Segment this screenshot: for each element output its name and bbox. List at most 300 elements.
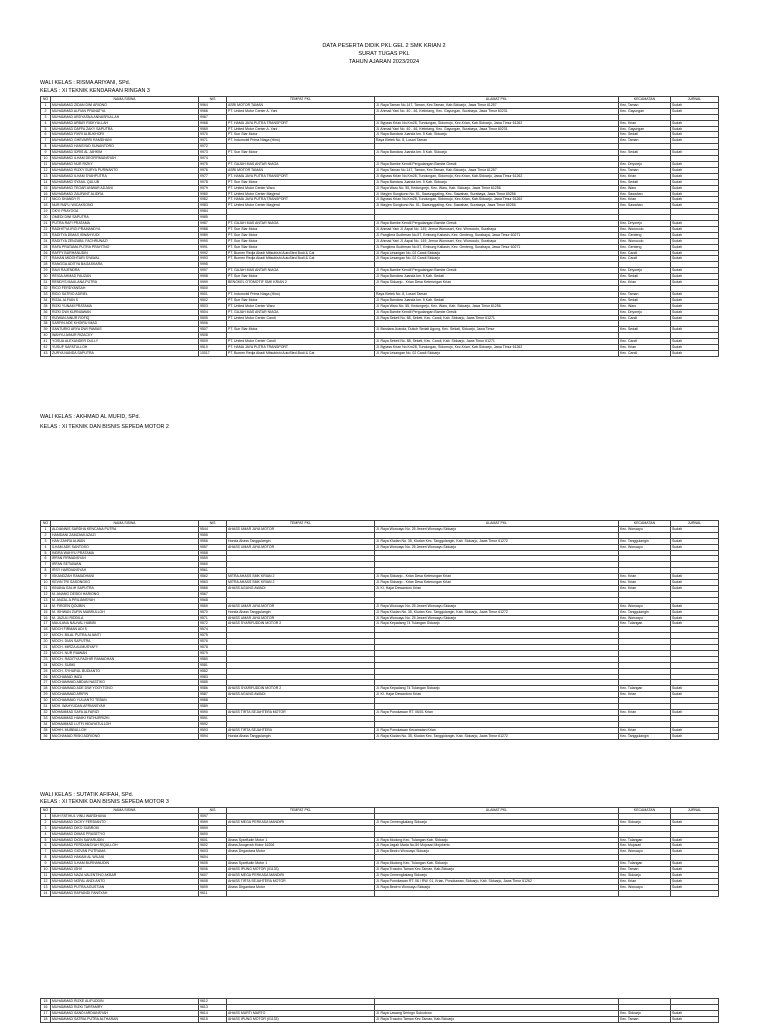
cell-nama-siswa: REIGA AHMAD FAUZAN (51, 274, 199, 280)
cell-nama-siswa: MOCH. BILAL PUTRA ALIANTI (51, 633, 199, 639)
cell-no: 1 (41, 813, 51, 819)
cell-nama-siswa: RAHAN MIDOHTARI SYAWAL (51, 256, 199, 262)
cell-alamat-pkl: Jl. Raya Trosobo Taman Kec.Taman, Kab.Sidoarjo (375, 867, 619, 873)
cell-jurnal: Sudah (671, 872, 719, 878)
cell-jurnal: Sudah (671, 138, 719, 144)
cell-alamat-pkl: Jl. Raya Taman No.147, Taman, Kec.Taman, Kab.Sidoarjo, Jawa Timur 61257 (375, 102, 619, 108)
cell-no: 7 (41, 849, 51, 855)
cell-nis: 9557 (199, 544, 227, 550)
column-header-nama-siswa: NAMA SISWA (51, 97, 199, 103)
cell-no: 21 (41, 221, 51, 227)
cell-nama-siswa: RIZAL ALFIAN S (51, 297, 199, 303)
cell-nis: 9563 (199, 580, 227, 586)
column-header-no: NO (41, 521, 51, 527)
cell-no: 4 (41, 544, 51, 550)
doc-subtitle: SURAT TUGAS PKL (358, 51, 410, 57)
cell-nis: 9568 (199, 597, 227, 603)
cell-jurnal: Sudah (671, 878, 719, 884)
cell-jurnal: Sudah (671, 861, 719, 867)
cell-no: 7 (41, 138, 51, 144)
cell-alamat-pkl: Jl. Bandara Juanda, Dukuh Sedati Agung, Kec. Sedati, Sidoarjo, Jawa Timur (375, 327, 619, 333)
cell-kecamatan: Kec. Sedati (619, 132, 671, 138)
cell-jurnal: Sudah (671, 574, 719, 580)
cell-tempat-pkl: Honda Ahass Tanggulangin (227, 538, 375, 544)
cell-nama-siswa: MUHAMMAD ILHAM SYAHPUTRA (51, 173, 199, 179)
cell-tempat-pkl: PT. Sun Star Motor (227, 132, 375, 138)
cell-kecamatan: Kec. Taman (619, 102, 671, 108)
cell-jurnal: Sudah (671, 843, 719, 849)
cell-no: 11 (41, 872, 51, 878)
cell-alamat-pkl: Jl. Bypass Krian No.Km28, Tundungan, Sidomojo, Kec.Krian, Kab.Sidoarjo, Jawa Timur 61262 (375, 345, 619, 351)
cell-alamat-pkl: Jl. Raya Cemengkalang Sidoarjo (375, 872, 619, 878)
cell-kecamatan: Kec. Wonoayu (619, 526, 671, 532)
cell-kecamatan: Kec. Candi (619, 250, 671, 256)
cell-nis: 9586 (199, 686, 227, 692)
student-table-3-continued (40, 998, 719, 1023)
cell-nis: 9600 (199, 831, 227, 837)
column-header-nis: NIS (199, 97, 227, 103)
cell-kecamatan: Kec. Tulangan (619, 861, 671, 867)
cell-alamat-pkl: Jl. Raya Bandara Juanda km. 5 Kab. Sidoarjo (375, 132, 619, 138)
cell-nis: 9997 (199, 268, 227, 274)
cell-jurnal: Sudah (671, 244, 719, 250)
cell-no: 6 (41, 556, 51, 562)
cell-alamat-pkl: Jl. Raya Jagah Mada No.50 Mojosari Mojokerto (375, 843, 619, 849)
cell-kecamatan: Kec. Sidoarjo (619, 819, 671, 825)
cell-kecamatan: Kec. Tulangan (619, 686, 671, 692)
cell-alamat-pkl: Jl. Raya Bandara Juanda km. 5 Kab. Sidoarjo (375, 150, 619, 156)
cell-nis: 9582 (199, 668, 227, 674)
column-header-kecamatan: KECAMATAN (619, 97, 671, 103)
cell-kecamatan: Kec. Sedati (619, 327, 671, 333)
cell-no: 31 (41, 280, 51, 286)
cell-kecamatan: Kec. Wonocolo (619, 238, 671, 244)
cell-alamat-pkl: Jl. Panglima Sudirman No.57, Embong Kaliasin, Kec. Genteng, Surabaya, Jawa Timur 60271 (375, 244, 619, 250)
cell-jurnal: Sudah (671, 339, 719, 345)
cell-alamat-pkl: Jl. Raya Waru No. 55, Kedungrejo, Kec. Waru, Kab. Sidoarjo, Jawa Timur 61256 (375, 185, 619, 191)
column-header-tempat-pkl: TEMPAT PKL (227, 808, 375, 814)
cell-no: 40 (41, 333, 51, 339)
cell-nama-siswa: RENDYS MAULANA PUTRA (51, 280, 199, 286)
cell-kecamatan: Kec. Krian (619, 580, 671, 586)
cell-no: 41 (41, 339, 51, 345)
cell-jurnal: Sudah (671, 867, 719, 873)
cell-alamat-pkl: Jl. Raya Cemengkalang Sidoarjo (375, 819, 619, 825)
cell-nama-siswa: KEVIN TRI SASONGKO (51, 580, 199, 586)
cell-no: 42 (41, 345, 51, 351)
cell-jurnal: Sudah (671, 350, 719, 356)
cell-no: 16 (41, 191, 51, 197)
cell-kecamatan: Kec. Krian (619, 120, 671, 126)
cell-tempat-pkl: PT. HAMA JAYA PUTRA TRANSPORT (227, 120, 375, 126)
cell-no: 13 (41, 173, 51, 179)
cell-nis: 9569 (199, 603, 227, 609)
cell-nis: 9555 (199, 532, 227, 538)
cell-no: 26 (41, 250, 51, 256)
cell-jurnal (671, 890, 719, 896)
cell-no: 22 (41, 650, 51, 656)
cell-nis: 9984 (199, 209, 227, 215)
cell-nama-siswa: MOCH. SYHARUL BUDIANTO (51, 668, 199, 674)
cell-nis: 9602 (199, 843, 227, 849)
cell-alamat-pkl: Jl. Raya Ponokawan RT. 06 / RW. 01, Krian, Ponokawan, Sidoarjo, Kab. Sidoarjo, Jawa Timur 61262 (375, 878, 619, 884)
cell-no: 30 (41, 274, 51, 280)
cell-jurnal: Sudah (671, 268, 719, 274)
cell-nis: 9589 (199, 704, 227, 710)
cell-nis: 9972 (199, 144, 227, 150)
cell-no: 14 (41, 179, 51, 185)
cell-jurnal: Sudah (671, 538, 719, 544)
cell-nama-siswa: MOCH. NUR RIAWAN (51, 650, 199, 656)
cell-nama-siswa: MUHAMMAD RAFIANDI FANSYAH (51, 890, 199, 896)
cell-no: 17 (41, 1010, 51, 1016)
cell-jurnal: Sudah (671, 819, 719, 825)
cell-nis: 9975 (199, 161, 227, 167)
cell-no: 8 (41, 144, 51, 150)
cell-tempat-pkl (227, 890, 375, 896)
column-header-no: NO (41, 808, 51, 814)
cell-kecamatan: Kec. Krian (619, 197, 671, 203)
cell-nis: 9991 (199, 244, 227, 250)
cell-tempat-pkl: PT. Sun Star Motor (227, 327, 375, 333)
cell-nis: 9581 (199, 662, 227, 668)
cell-tempat-pkl: MITRA AHASS SMK KRIAN 2 (227, 580, 375, 586)
cell-alamat-pkl: Jl. Ahmad Yani No. 40 - 46, Ketintang, Kec. Gayungan, Surabaya, Jawa Timur 60231 (375, 126, 619, 132)
cell-nis: 9592 (199, 721, 227, 727)
cell-nama-siswa: MUHAMMAD NOFAL ANDI ANTO (51, 878, 199, 884)
cell-tempat-pkl: PT. United Motor Center Waru (227, 303, 375, 309)
cell-kecamatan: Kec. Sawahan (619, 203, 671, 209)
cell-nis: 9983 (199, 203, 227, 209)
cell-kecamatan: Kec. Wonocolo (619, 226, 671, 232)
cell-kecamatan: Kec. Krian (619, 878, 671, 884)
cell-nama-siswa: MUHAMMAD DIMAS PRASETYO (51, 831, 199, 837)
cell-kecamatan: Kec. Krian (619, 710, 671, 716)
cell-kecamatan: Kec. Driyorejo (619, 309, 671, 315)
cell-alamat-pkl: Jl. Raya Ponokawan RT. 06/01 Krian (375, 710, 619, 716)
cell-no: 4 (41, 831, 51, 837)
cell-nis: 9969 (199, 126, 227, 132)
cell-alamat-pkl: Jl. Raya Lawang Seringo Sukodono (375, 1010, 619, 1016)
cell-nis: 9982 (199, 197, 227, 203)
cell-nama-siswa: MUHAMMAD ALFIAN PRANATYA (51, 108, 199, 114)
cell-tempat-pkl: PT. GAJAH MAS ANTAR NIAGA (227, 161, 375, 167)
cell-kecamatan: Kec. Wonoayu (619, 544, 671, 550)
cell-jurnal: Sudah (671, 274, 719, 280)
cell-tempat-pkl: ASRI MOTOR TAMAN (227, 102, 375, 108)
cell-alamat-pkl: Jl. Raya Sidoarjo - Krian Desa Keterungan Krian (375, 574, 619, 580)
cell-no: 19 (41, 633, 51, 639)
cell-nama-siswa: MUHAMMAD SANDI ARDIANSYAH (51, 1010, 199, 1016)
cell-no: 12 (41, 878, 51, 884)
cell-tempat-pkl: AHASS SYARIFUDDIN MOTOR 2 (227, 686, 375, 692)
cell-jurnal: Sudah (671, 197, 719, 203)
cell-kecamatan: Kec. Gayungan (619, 126, 671, 132)
cell-nama-siswa: M. ISHWAN ZUFIN MABRULLOH (51, 609, 199, 615)
cell-nis: 9576 (199, 639, 227, 645)
cell-nis: 9594 (199, 733, 227, 739)
cell-nama-siswa: MAULANA NAUVAL HABIBI (51, 621, 199, 627)
cell-no: 27 (41, 680, 51, 686)
cell-nis: 9588 (199, 698, 227, 704)
cell-kecamatan: Kec. Candi (619, 315, 671, 321)
cell-alamat-pkl: Jl. Raya Kepadang 74 Tulangan Sidoarjo (375, 686, 619, 692)
column-header-no: NO (41, 97, 51, 103)
cell-tempat-pkl: AHASS UMAR JAYA MOTOR (227, 526, 375, 532)
cell-no: 25 (41, 668, 51, 674)
cell-nis: 9970 (199, 132, 227, 138)
cell-nis: 9607 (199, 872, 227, 878)
cell-nama-siswa: SANTURIO ARYA DWI PAMIAS (51, 327, 199, 333)
cell-nis: 9609 (199, 884, 227, 890)
cell-nis: 9973 (199, 150, 227, 156)
cell-alamat-pkl: Jl. Raya Kludan No. 35, Kludan Kec. Tanggulangin, Kab. Sidoarjo, Jawa Timur 61272 (375, 538, 619, 544)
cell-no: 26 (41, 674, 51, 680)
cell-nama-siswa: MUHAMMAD RIZKY SURYA PURWANTO (51, 167, 199, 173)
cell-nama-siswa: RIZWAN AINUR ROFIQ (51, 315, 199, 321)
cell-nis: 9585 (199, 680, 227, 686)
cell-tempat-pkl: PT. HAMA JAYA PUTRA TRANSPORT (227, 197, 375, 203)
cell-no: 15 (41, 609, 51, 615)
cell-alamat-pkl: Jl. Raya Modong Kec. Tulangan Kab. Sidoarjo (375, 837, 619, 843)
cell-alamat-pkl: Jl. Raya Ponokawan Kecamatan Krian (375, 727, 619, 733)
cell-nama-siswa: RADHITYA IRGI PRAMANDYA (51, 226, 199, 232)
cell-nama-siswa: RADITYA DIMAS ISWAHYUDI (51, 232, 199, 238)
cell-tempat-pkl: Ahass Dirgantara Motor (227, 849, 375, 855)
cell-jurnal: Sudah (671, 609, 719, 615)
cell-tempat-pkl: PT. Indomobil Prima Niaga (Hino) (227, 138, 375, 144)
cell-nis: 9506 (199, 321, 227, 327)
cell-nis: 9613 (199, 1004, 227, 1010)
column-header-nama-siswa: NAMA SISWA (51, 521, 199, 527)
table-row (41, 1016, 719, 1022)
cell-jurnal: Sudah (671, 291, 719, 297)
cell-nis: 9510 (199, 345, 227, 351)
cell-jurnal: Sudah (671, 108, 719, 114)
cell-nama-siswa: MOCH. MIRZA ALIMUSYAFY (51, 645, 199, 651)
cell-jurnal: Sudah (671, 150, 719, 156)
cell-tempat-pkl: PT. United Motor Center Candi (227, 315, 375, 321)
cell-nama-siswa: IRSY HARDIANSYAH (51, 568, 199, 574)
cell-nama-siswa: MUCHAMAD RISKI ADRIONO (51, 733, 199, 739)
cell-no: 29 (41, 692, 51, 698)
cell-tempat-pkl: Ahass Dirgantara Motor (227, 884, 375, 890)
cell-alamat-pkl: Jl. Raya Lesangan No. 02 Candi Sidoarjo (375, 250, 619, 256)
cell-tempat-pkl: AHASS AGUNG AWADI (227, 585, 375, 591)
cell-nis: 9565 (199, 585, 227, 591)
cell-nama-siswa: MOCH. RADITYA FADHIR RAMADHAN (51, 656, 199, 662)
column-header-tempat-pkl: TEMPAT PKL (227, 97, 375, 103)
cell-tempat-pkl: PT. Indomobil Prima Niaga (Hino) (227, 291, 375, 297)
column-header-alamat-pkl: ALAMAT PKL (375, 808, 619, 814)
cell-alamat-pkl: Jl. KI. Hajar Dewantoro Krian (375, 692, 619, 698)
cell-tempat-pkl: AHASS TIRTA SEJAHTERA MOTOR (227, 878, 375, 884)
cell-nama-siswa: MUHAMMAD FERDIANSYAH RIQULLOH (51, 843, 199, 849)
cell-kecamatan: Kec. Wonoayu (619, 849, 671, 855)
cell-nama-siswa: RIZKI DWI KURNIAWAN (51, 309, 199, 315)
cell-nama-siswa: M. ANANG DESIDI HARIONO (51, 591, 199, 597)
cell-tempat-pkl: AHASS TIRTA SEJAHTERA MOTOR (227, 710, 375, 716)
cell-nis: 9599 (199, 825, 227, 831)
cell-nama-siswa: ILHAM ADE SANTOSO (51, 544, 199, 550)
cell-kecamatan: Kec. Krian (619, 345, 671, 351)
cell-tempat-pkl: PT. Bumen Redja Abadi Mitsubishi AutoSted Bodi & Cat (227, 350, 375, 356)
cell-no: 21 (41, 645, 51, 651)
cell-nis: 9508 (199, 333, 227, 339)
cell-tempat-pkl: AHASS MURTI MARTO (227, 1010, 375, 1016)
cell-no: 19 (41, 209, 51, 215)
cell-no: 36 (41, 309, 51, 315)
cell-jurnal: Sudah (671, 603, 719, 609)
cell-nama-siswa: MOCH. DIAN SAPUTRA (51, 639, 199, 645)
cell-no: 10 (41, 156, 51, 162)
cell-jurnal: Sudah (671, 238, 719, 244)
cell-nis: 9615 (199, 1016, 227, 1022)
cell-nama-siswa: RAVI RAJENDRA (51, 268, 199, 274)
cell-nis: 9561 (199, 568, 227, 574)
cell-no: 32 (41, 286, 51, 292)
cell-nis: 9504 (199, 309, 227, 315)
cell-alamat-pkl: Jl. Raya Wonoayu No. 25 Jeweri Wonoayu Sidoarjo (375, 526, 619, 532)
cell-kecamatan: Kec. Wonoayu (619, 884, 671, 890)
cell-alamat-pkl: Jl. Ahmad Yani No. 40 - 46, Ketintang, Kec. Gayungan, Surabaya, Jawa Timur 60231 (375, 108, 619, 114)
kelas-2: KELAS : XI TEKNIK DAN BISNIS SEPEDA MOTOR 2 (40, 424, 169, 430)
cell-alamat-pkl: Jl. Raya Lesangan No. 02 Candi Sidoarjo (375, 350, 619, 356)
student-table-1 (40, 96, 719, 357)
cell-alamat-pkl: Jl. Ahmad Yani Jl. Aspal No. 149, Jemur Wonosari, Kec. Wonocolo, Surabaya (375, 226, 619, 232)
cell-nama-siswa: HAN ZAHRA ALWAN (51, 538, 199, 544)
cell-alamat-pkl: Jl. Mayjen Sungkono No. 51, Sawunggaling, Kec. Sawahan, Surabaya, Jawa Timur 60256 (375, 203, 619, 209)
cell-nis: 9558 (199, 550, 227, 556)
cell-kecamatan: Kec. Taman (619, 167, 671, 173)
cell-tempat-pkl: Honda Ahass Tanggulangin (227, 733, 375, 739)
cell-nis: 9606 (199, 867, 227, 873)
cell-no: 29 (41, 268, 51, 274)
cell-tempat-pkl: PT. United Motor Center Candi (227, 339, 375, 345)
cell-jurnal: Sudah (671, 733, 719, 739)
cell-no: 37 (41, 315, 51, 321)
cell-tempat-pkl: PT. GAJAH MAS ANTAR NIAGA (227, 221, 375, 227)
cell-jurnal: Sudah (671, 126, 719, 132)
cell-tempat-pkl: PT. Bumen Redja Abadi Mitsubishi AutoSted Bodi & Cat (227, 256, 375, 262)
cell-jurnal: Sudah (671, 256, 719, 262)
cell-nis: 9614 (199, 1010, 227, 1016)
cell-kecamatan: Kec. Krian (619, 173, 671, 179)
cell-no: 13 (41, 884, 51, 890)
cell-nis: 9976 (199, 167, 227, 173)
cell-no: 36 (41, 733, 51, 739)
cell-jurnal: Sudah (671, 1016, 719, 1022)
cell-nis: 9580 (199, 656, 227, 662)
cell-no: 12 (41, 167, 51, 173)
cell-nis: 9605 (199, 861, 227, 867)
student-table-2 (40, 520, 719, 740)
cell-nama-siswa: YUSUF SAFATULLOH (51, 345, 199, 351)
cell-kecamatan: Kec. Krian (619, 585, 671, 591)
cell-nama-siswa: MOHAMMAD LUTFI HIDAYATULLOH (51, 721, 199, 727)
cell-nis: 9590 (199, 710, 227, 716)
cell-nis: 9503 (199, 303, 227, 309)
cell-jurnal: Sudah (671, 345, 719, 351)
cell-no: 22 (41, 226, 51, 232)
cell-nis: 9593 (199, 727, 227, 733)
cell-kecamatan: Kec. Sedati (619, 179, 671, 185)
cell-no: 14 (41, 603, 51, 609)
cell-tempat-pkl: AHASS MEGA PERKASA MANDIRI (227, 872, 375, 878)
cell-jurnal: Sudah (671, 120, 719, 126)
cell-nama-siswa: MOCHAMMAD ABDAN NASTIKO (51, 680, 199, 686)
cell-nis: 9979 (199, 185, 227, 191)
cell-no: 8 (41, 568, 51, 574)
cell-nis: 9556 (199, 538, 227, 544)
cell-no: 18 (41, 627, 51, 633)
cell-no: 24 (41, 662, 51, 668)
cell-tempat-pkl: AHASS UMAR JAYA MOTOR (227, 544, 375, 550)
cell-nama-siswa: MUHAMMAD PUTRA AGUSTIAN (51, 884, 199, 890)
cell-nama-siswa: MUHAMMAD DAFFA ZAKY SAPUTRA (51, 126, 199, 132)
cell-nis: 9995 (199, 262, 227, 268)
cell-tempat-pkl: PT. Sun Star Motor (227, 297, 375, 303)
cell-nis: 9505 (199, 315, 227, 321)
column-header-jurnal: JURNAL (671, 521, 719, 527)
cell-tempat-pkl: Honda Ahass Tanggulangin (227, 609, 375, 615)
cell-jurnal: Sudah (671, 102, 719, 108)
cell-nis: 9999 (199, 280, 227, 286)
cell-nama-siswa: INDRA WAHYU PRATAMA (51, 550, 199, 556)
cell-kecamatan: Kec. Sidoarjo (619, 1010, 671, 1016)
cell-jurnal: Sudah (671, 309, 719, 315)
cell-tempat-pkl: PT. Sun Star Motor (227, 226, 375, 232)
column-header-tempat-pkl: TEMPAT PKL (227, 521, 375, 527)
cell-alamat-pkl: Jl. Raya Beciro Wonoayu Sidoarjo (375, 849, 619, 855)
cell-nis: 9583 (199, 674, 227, 680)
cell-nis: 9987 (199, 221, 227, 227)
cell-nama-siswa: MOHH. MUBBULLOH (51, 727, 199, 733)
cell-jurnal: Sudah (671, 710, 719, 716)
cell-alamat-pkl: Jl. Raya Wonoayu No. 25 Jeweri Wonoayu Sidoarjo (375, 603, 619, 609)
cell-alamat-pkl: Raya Kletek No. 8, Losari Taman (375, 138, 619, 144)
cell-nama-siswa: MUHAMMAD ARBAY RISKYULLAH (51, 120, 199, 126)
cell-kecamatan: Kec. Wonoayu (619, 615, 671, 621)
cell-alamat-pkl: Jl. Mayjen Sungkono No. 51, Sawunggaling, Kec. Sawahan, Surabaya, Jawa Timur 60256 (375, 191, 619, 197)
cell-jurnal: Sudah (671, 250, 719, 256)
wali-kelas-3: WALI KELAS : SUTATIK AFIFAH, SPd. (40, 792, 134, 798)
cell-jurnal: Sudah (671, 179, 719, 185)
cell-nama-siswa: MOCH. SUBKI (51, 662, 199, 668)
cell-nis: 9501 (199, 291, 227, 297)
cell-nama-siswa: MUHAMMAD HANSYAD SUNANTORO (51, 144, 199, 150)
cell-no: 7 (41, 562, 51, 568)
cell-alamat-pkl: Jl. Raya Bandara Juanda km. 5 Kab. Sedati (375, 274, 619, 280)
cell-tempat-pkl: Ahass Anugerah Motor 16206 (227, 843, 375, 849)
table-row (41, 890, 719, 896)
cell-kecamatan: Kec. Krian (619, 692, 671, 698)
cell-no: 18 (41, 203, 51, 209)
cell-alamat-pkl: Jl. Raya Bambe Kendil Pergudangan Bambe Gresik (375, 268, 619, 274)
cell-no: 43 (41, 350, 51, 356)
cell-tempat-pkl: MITRA AHASS SMK KRIAN 2 (227, 574, 375, 580)
cell-nis: 9591 (199, 715, 227, 721)
cell-tempat-pkl: PT. United Motor Center Mayjend (227, 191, 375, 197)
cell-kecamatan: Kec. Sawahan (619, 191, 671, 197)
cell-nama-siswa: MUHAMMAD IDRIS AL JAHKIM (51, 150, 199, 156)
cell-no: 5 (41, 837, 51, 843)
cell-jurnal: Sudah (671, 221, 719, 227)
cell-no: 32 (41, 710, 51, 716)
cell-tempat-pkl: PT. GAJAH MAS ANTAR NIAGA (227, 309, 375, 315)
cell-tempat-pkl: AHASS SYARIFUDDIN MOTOR 2 (227, 621, 375, 627)
cell-no: 12 (41, 591, 51, 597)
